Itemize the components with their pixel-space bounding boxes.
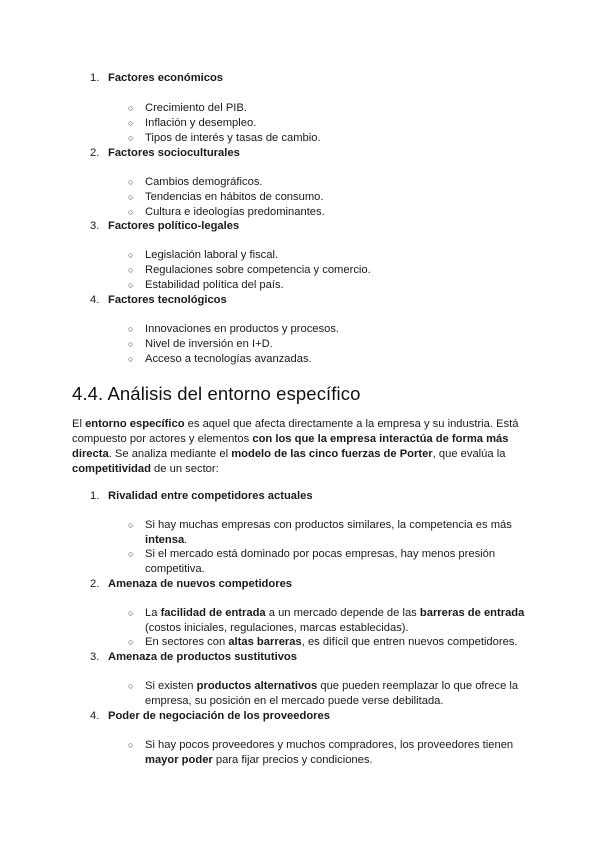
bold-run: mayor poder: [145, 753, 213, 766]
bullet-circle-icon: ○: [128, 520, 134, 530]
bold-run: intensa: [145, 533, 185, 546]
bullet-circle-icon: ○: [128, 637, 134, 647]
bold-run: barreras de entrada: [419, 607, 525, 619]
list-number: 2.: [90, 578, 100, 590]
bold-run: productos alternativos: [196, 680, 318, 692]
list-heading: Factores político-legales: [108, 220, 240, 232]
text-run: a un mercado depende de las: [265, 607, 420, 619]
list-heading: Amenaza de nuevos competidores: [108, 578, 293, 590]
bold-run: con los que la empresa interactúa de forma más directa: [72, 433, 509, 460]
list-item: [145, 518, 525, 547]
bullet-circle-icon: ○: [128, 740, 134, 750]
bold-run: modelo de las cinco fuerzas de Porter: [231, 448, 433, 460]
bullet-circle-icon: ○: [128, 681, 134, 691]
list-heading: Factores socioculturales: [108, 147, 240, 159]
list-item: [145, 606, 530, 635]
list-number: 4.: [90, 294, 100, 306]
list-heading: Rivalidad entre competidores actuales: [108, 490, 313, 502]
bold-run: entorno específico: [85, 418, 185, 430]
list-item: Cultura e ideologías predominantes.: [145, 206, 325, 218]
list-heading: Factores económicos: [108, 72, 224, 84]
bullet-circle-icon: ○: [128, 280, 134, 290]
list-heading: Amenaza de productos sustitutivos: [108, 651, 297, 663]
list-number: 3.: [90, 651, 100, 663]
list-number: 3.: [90, 220, 100, 232]
list-number: 1.: [90, 490, 100, 502]
bullet-circle-icon: ○: [128, 354, 134, 364]
list-item: Estabilidad política del país.: [145, 279, 284, 291]
bold-run: altas barreras: [228, 636, 302, 648]
list-item: Regulaciones sobre competencia y comercio.: [145, 264, 371, 276]
bullet-circle-icon: ○: [128, 118, 134, 128]
list-item: Cambios demográficos.: [145, 176, 263, 188]
text-run: es aquel que afecta directamente a la empresa y su industria. Está compuesto por actores y elementos: [72, 418, 519, 445]
list-item: Nivel de inversión en I+D.: [145, 338, 273, 350]
list-item: Inflación y desempleo.: [145, 117, 257, 129]
bullet-circle-icon: ○: [128, 103, 134, 113]
list-heading: Poder de negociación de los proveedores: [108, 710, 330, 722]
bold-run: facilidad de entrada: [160, 607, 266, 619]
list-item: [145, 635, 545, 650]
bullet-circle-icon: ○: [128, 192, 134, 202]
text-run: . Se analiza mediante el: [108, 448, 232, 460]
section-title: 4.4. Análisis del entorno específico: [72, 383, 361, 404]
bullet-circle-icon: ○: [128, 133, 134, 143]
bold-run: competitividad: [72, 463, 151, 475]
list-item: Tendencias en hábitos de consumo.: [145, 191, 324, 203]
bullet-circle-icon: ○: [128, 608, 134, 618]
bullet-circle-icon: ○: [128, 324, 134, 334]
bullet-circle-icon: ○: [128, 339, 134, 349]
text-run: En sectores con: [145, 636, 229, 648]
text-run: para fijar precios y condiciones.: [212, 753, 373, 766]
text-run: El: [72, 418, 86, 430]
bullet-circle-icon: ○: [128, 207, 134, 217]
text-run: Si existen: [145, 680, 197, 692]
text-run: Si hay muchas empresas con productos similares, la competencia es más: [145, 519, 512, 531]
bullet-circle-icon: ○: [128, 549, 134, 559]
text-run: Si hay pocos proveedores y muchos compradores, los proveedores tienen: [145, 739, 514, 751]
text-run: , que evalúa la: [432, 448, 506, 460]
text-run: (costos iniciales, regulaciones, marcas establecidas).: [145, 621, 409, 634]
bullet-circle-icon: ○: [128, 265, 134, 275]
text-run: de un sector:: [150, 463, 219, 475]
list-number: 2.: [90, 147, 100, 159]
list-item: Tipos de interés y tasas de cambio.: [145, 132, 321, 144]
list-item: Si el mercado está dominado por pocas empresas, hay menos presión competitiva.: [145, 548, 496, 575]
list-item: Acceso a tecnologías avanzadas.: [145, 353, 312, 365]
list-heading: Factores tecnológicos: [108, 294, 227, 306]
intro-paragraph: [72, 417, 532, 477]
list-item: [145, 738, 520, 767]
text-run: que pueden reemplazar lo que ofrece la empresa, su posición en el mercado puede verse debilitada.: [145, 680, 519, 707]
text-run: La: [145, 607, 161, 619]
text-run: .: [184, 533, 188, 546]
list-number: 4.: [90, 710, 100, 722]
list-item: Legislación laboral y fiscal.: [145, 249, 279, 261]
list-item: [145, 679, 520, 708]
list-item: Innovaciones en productos y procesos.: [145, 323, 340, 335]
list-number: 1.: [90, 72, 100, 84]
text-run: , es difícil que entren nuevos competidores.: [301, 636, 518, 648]
list-item: Crecimiento del PIB.: [145, 102, 247, 114]
bullet-circle-icon: ○: [128, 177, 134, 187]
bullet-circle-icon: ○: [128, 250, 134, 260]
